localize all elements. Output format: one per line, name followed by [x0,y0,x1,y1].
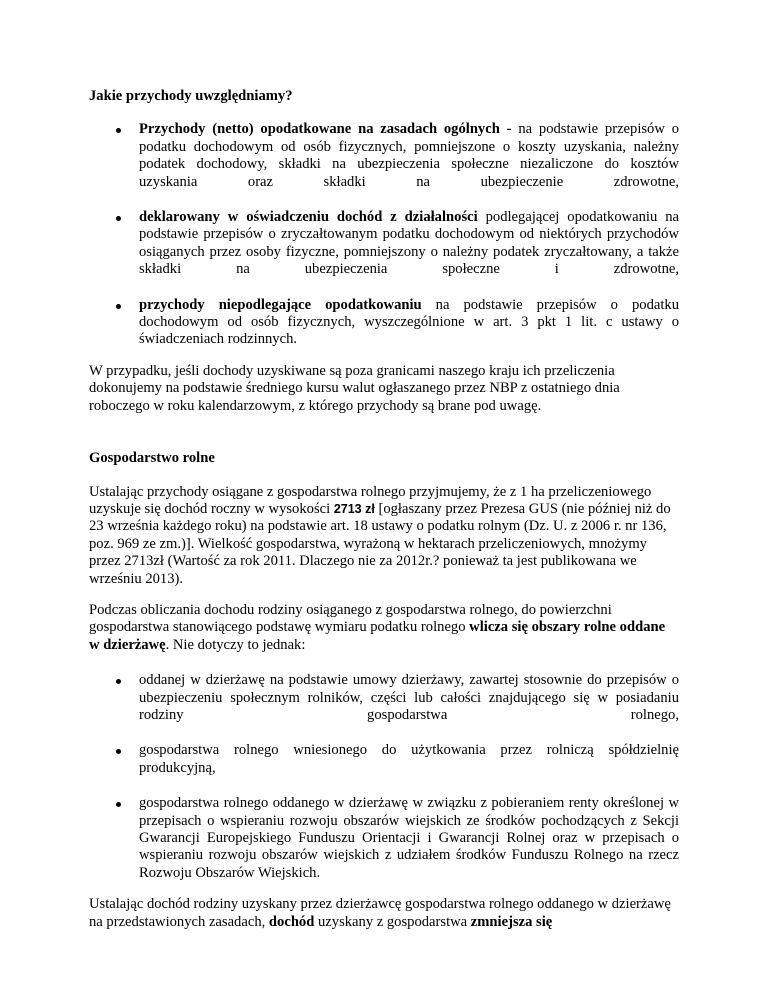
leased-land-paragraph [89,602,679,654]
bullet-icon [116,304,121,309]
paragraph-bold: dochód [268,913,315,930]
paragraph-text: Ustalając przychody osiągane z gospodarstwa rolnego przyjmujemy, że z 1 ha przeliczeniowego uzyskuje się dochód roczny w wysokości [89,483,652,517]
list-item [89,795,679,882]
list-item [89,742,679,777]
bullet-icon [116,749,121,754]
list-item [89,297,679,349]
tenant-income-paragraph [89,896,679,931]
income-amount: 2713 zł [333,501,375,516]
exceptions-list [89,672,679,882]
list-item [89,672,679,724]
paragraph-text: . Nie dotyczy to jednak: [165,636,306,653]
list-item-text: na podstawie przepisów o podatku dochodowym od osób fizycznych, wyszczególnione w art. 3 pkt 1 lit. c ustawy o świadczeniach rodzinnych. [139,296,680,348]
list-item-text: oddanej w dzierżawę na podstawie umowy dzierżawy, zawartej stosownie do przepisów o ubezpieczeniu społecznym rolników, części lub całości znajdującego się w posiadaniu rodziny gospodarstwa rolnego, [139,672,679,723]
farm-income-paragraph [89,484,679,588]
bullet-icon [116,679,121,684]
paragraph-text: Ustalając dochód rodziny uzyskany przez dzierżawcę gospodarstwa rolnego oddanego w dzierżawę na przedstawionych zasadach, [89,896,671,930]
paragraph-text: [ogłaszany przez Prezesa GUS (nie później niż do 23 września każdego roku) na podstawie art. 18 ustawy o podatku rolnym (Dz. U. z 2006 r. nr 136, poz. 969 ze zm.)]. Wielkość gospodarstwa, wyrażoną w hektarach przeliczeniowych, mnożymy przez 2713zł (Wartość za rok 2011. Dlaczego nie za 2012r.? ponieważ ta jest publikowana we wrześniu 2013). [89,500,671,587]
paragraph-bold: zmniejsza się [470,913,553,930]
list-item-bold: przychody niepodlegające opodatkowaniu [139,296,422,313]
list-item [89,121,679,191]
list-item-bold: deklarowany w oświadczeniu dochód z działalności [139,209,478,226]
list-item-text: podlegającej opodatkowaniu na podstawie przepisów o zryczałtowanym podatku dochodowym od niektórych przychodów osiąganych przez osoby fizyczne, pomniejszony o należny podatek zryczałtowany, a także składki na ubezpieczenia społeczne i zdrowotne, [139,209,679,278]
paragraph-text: Podczas obliczania dochodu rodziny osiąganego z gospodarstwa rolnego, do powierzchni gospodarstwa stanowiącego podstawę wymiaru podatku rolnego [89,601,612,636]
bullet-icon [116,128,121,133]
section-heading-farm: Gospodarstwo rolne [89,450,215,467]
paragraph-bold: wlicza się obszary rolne oddane w dzierżawę [89,619,666,653]
paragraph-text: uzyskany z gospodarstwa [314,913,471,930]
list-item-text: gospodarstwa rolnego oddanego w dzierżawę w związku z pobieraniem renty określonej w przepisach o wspieraniu rozwoju obszarów wiejskich ze środków pochodzących z Sekcji Gwarancji Europejskiego Funduszu Orientacji i Gwarancji Rolnej oraz w przepisach o wspieraniu rozwoju obszarów wiejskich z udziałem środków Funduszu Rolnego na rzecz Rozwoju Obszarów Wiejskich. [139,795,679,881]
bullet-icon [116,802,121,807]
foreign-income-paragraph: W przypadku, jeśli dochody uzyskiwane są poza granicami naszego kraju ich przeliczenia dokonujemy na podstawie średniego kursu walut ogłaszanego przez NBP z ostatniego dnia roboczego w roku kalendarzowym, z którego przychody są brane pod uwagę. [89,362,620,414]
list-item-bold: Przychody (netto) opodatkowane na zasadach ogólnych - [139,121,512,138]
bullet-icon [116,216,121,221]
list-item [89,209,679,279]
section-heading-income: Jakie przychody uwzględniamy? [89,88,293,104]
list-item-text: na podstawie przepisów o podatku dochodowym od osób fizycznych, pomniejszone o koszty uzyskania, należny podatek dochodowy, składki na ubezpieczenia społeczne niezaliczone do kosztów uzyskania oraz składki na ubezpieczenie zdrowotne, [139,121,680,190]
list-item-text: gospodarstwa rolnego wniesionego do użytkowania przez rolniczą spółdzielnię produkcyjną, [139,742,679,776]
income-types-list [89,121,679,348]
